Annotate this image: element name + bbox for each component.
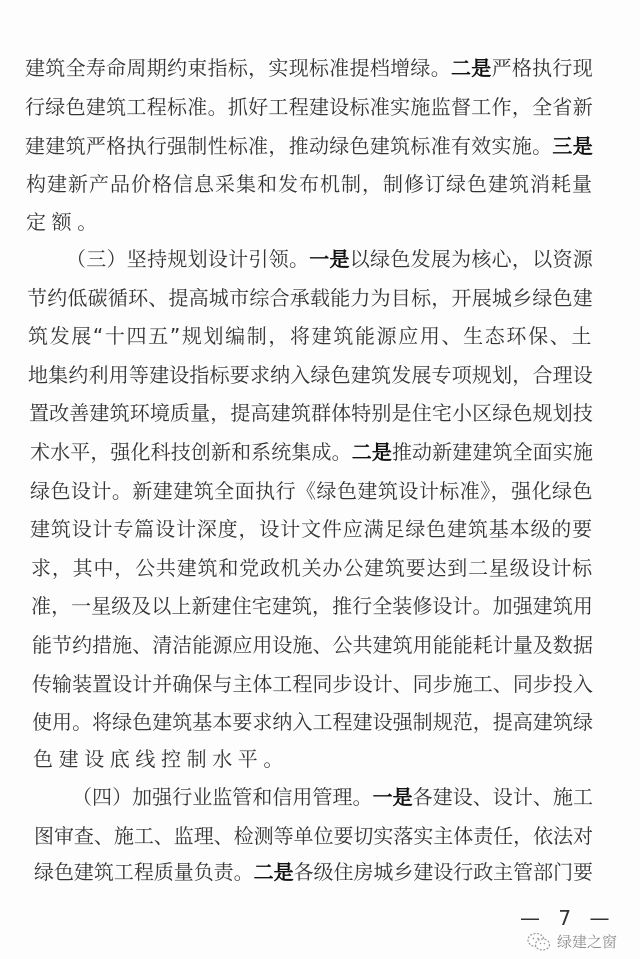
text-segment: （三）坚持规划设计引领。 xyxy=(66,247,310,271)
text-line xyxy=(32,710,593,734)
text-segment: 推动新建建筑全面实施 xyxy=(391,440,594,464)
text-segment: 使用。将绿色建筑基本要求纳入工程建设强制规范，提高建筑绿 xyxy=(32,710,593,734)
text-line xyxy=(29,401,593,425)
text-line xyxy=(32,672,593,696)
text-line xyxy=(28,324,593,348)
emphasis-text: 一是 xyxy=(309,247,350,271)
page-number: — 7 — xyxy=(520,906,616,930)
text-line xyxy=(25,134,593,158)
text-segment: 置改善建筑环境质量，提高建筑群体特别是住宅小区绿色规划技 xyxy=(29,401,593,425)
text-segment: 图审查、施工、监理、检测等单位要切实落实主体责任，依法对 xyxy=(34,824,593,848)
text-line xyxy=(31,594,593,618)
text-segment: 绿色建筑工程质量负责。 xyxy=(34,860,254,884)
text-line xyxy=(66,247,593,271)
text-line xyxy=(30,440,593,464)
text-segment: 以绿色发展为核心，以资源 xyxy=(349,247,594,271)
text-segment: 术水平，强化科技创新和系统集成。 xyxy=(30,440,352,464)
text-segment: 能节约措施、清洁能源应用设施、公共建筑用能能耗计量及数据 xyxy=(32,633,593,657)
text-segment: 构建新产品价格信息采集和发布机制，制修订绿色建筑消耗量 xyxy=(26,172,593,196)
text-segment: 严格执行现 xyxy=(491,56,594,80)
text-line xyxy=(27,286,593,310)
text-line xyxy=(34,860,593,884)
text-line xyxy=(33,747,289,771)
text-segment: 准，一星级及以上新建住宅建筑，推行全装修设计。加强建筑用 xyxy=(31,594,593,618)
text-line xyxy=(28,363,593,387)
watermark-text: 绿建之窗 xyxy=(557,933,618,951)
text-line xyxy=(30,517,593,541)
text-segment: 传输装置设计并确保与主体工程同步设计、同步施工、同步投入 xyxy=(32,672,593,696)
text-segment: 绿色设计。新建建筑全面执行《绿色建筑设计标准》，强化绿色 xyxy=(30,479,593,503)
text-segment: 各级住房城乡建设行政主管部门要 xyxy=(293,860,594,884)
text-segment: 建建筑严格执行强制性标准，推动绿色建筑标准有效实施。 xyxy=(25,134,553,158)
text-segment: 建筑设计专篇设计深度，设计文件应满足绿色建筑基本级的要 xyxy=(30,517,593,541)
text-line xyxy=(34,824,593,848)
text-segment: 各建设、设计、施工 xyxy=(412,785,593,809)
text-line xyxy=(72,785,593,809)
text-line xyxy=(30,479,593,503)
text-line xyxy=(26,210,103,234)
text-segment: （四）加强行业监管和信用管理。 xyxy=(72,785,373,809)
text-segment: 求，其中，公共建筑和党政机关办公建筑要达到二星级设计标 xyxy=(31,556,593,580)
text-segment: 建筑全寿命周期约束指标，实现标准提档增绿。 xyxy=(25,56,451,80)
text-line xyxy=(25,95,593,119)
text-line xyxy=(25,56,593,80)
text-segment: 定额。 xyxy=(26,210,103,234)
text-segment: 色建设底线控制水平。 xyxy=(33,747,289,771)
watermark xyxy=(527,931,617,952)
emphasis-text: 二是 xyxy=(351,440,392,464)
text-segment: 行绿色建筑工程标准。抓好工程建设标准实施监督工作，全省新 xyxy=(25,95,593,119)
text-segment: 筑发展“十四五”规划编制，将建筑能源应用、生态环保、土 xyxy=(28,324,593,348)
wechat-icon xyxy=(527,932,551,952)
text-line xyxy=(31,556,593,580)
text-line xyxy=(32,633,593,657)
text-segment: 地集约利用等建设指标要求纳入绿色建筑发展专项规划，合理设 xyxy=(28,363,593,387)
emphasis-text: 二是 xyxy=(451,56,492,80)
emphasis-text: 一是 xyxy=(372,785,413,809)
emphasis-text: 二是 xyxy=(253,860,294,884)
text-line xyxy=(26,172,593,196)
emphasis-text: 三是 xyxy=(552,134,593,158)
text-segment: 节约低碳循环、提高城市综合承载能力为目标，开展城乡绿色建 xyxy=(27,286,593,310)
